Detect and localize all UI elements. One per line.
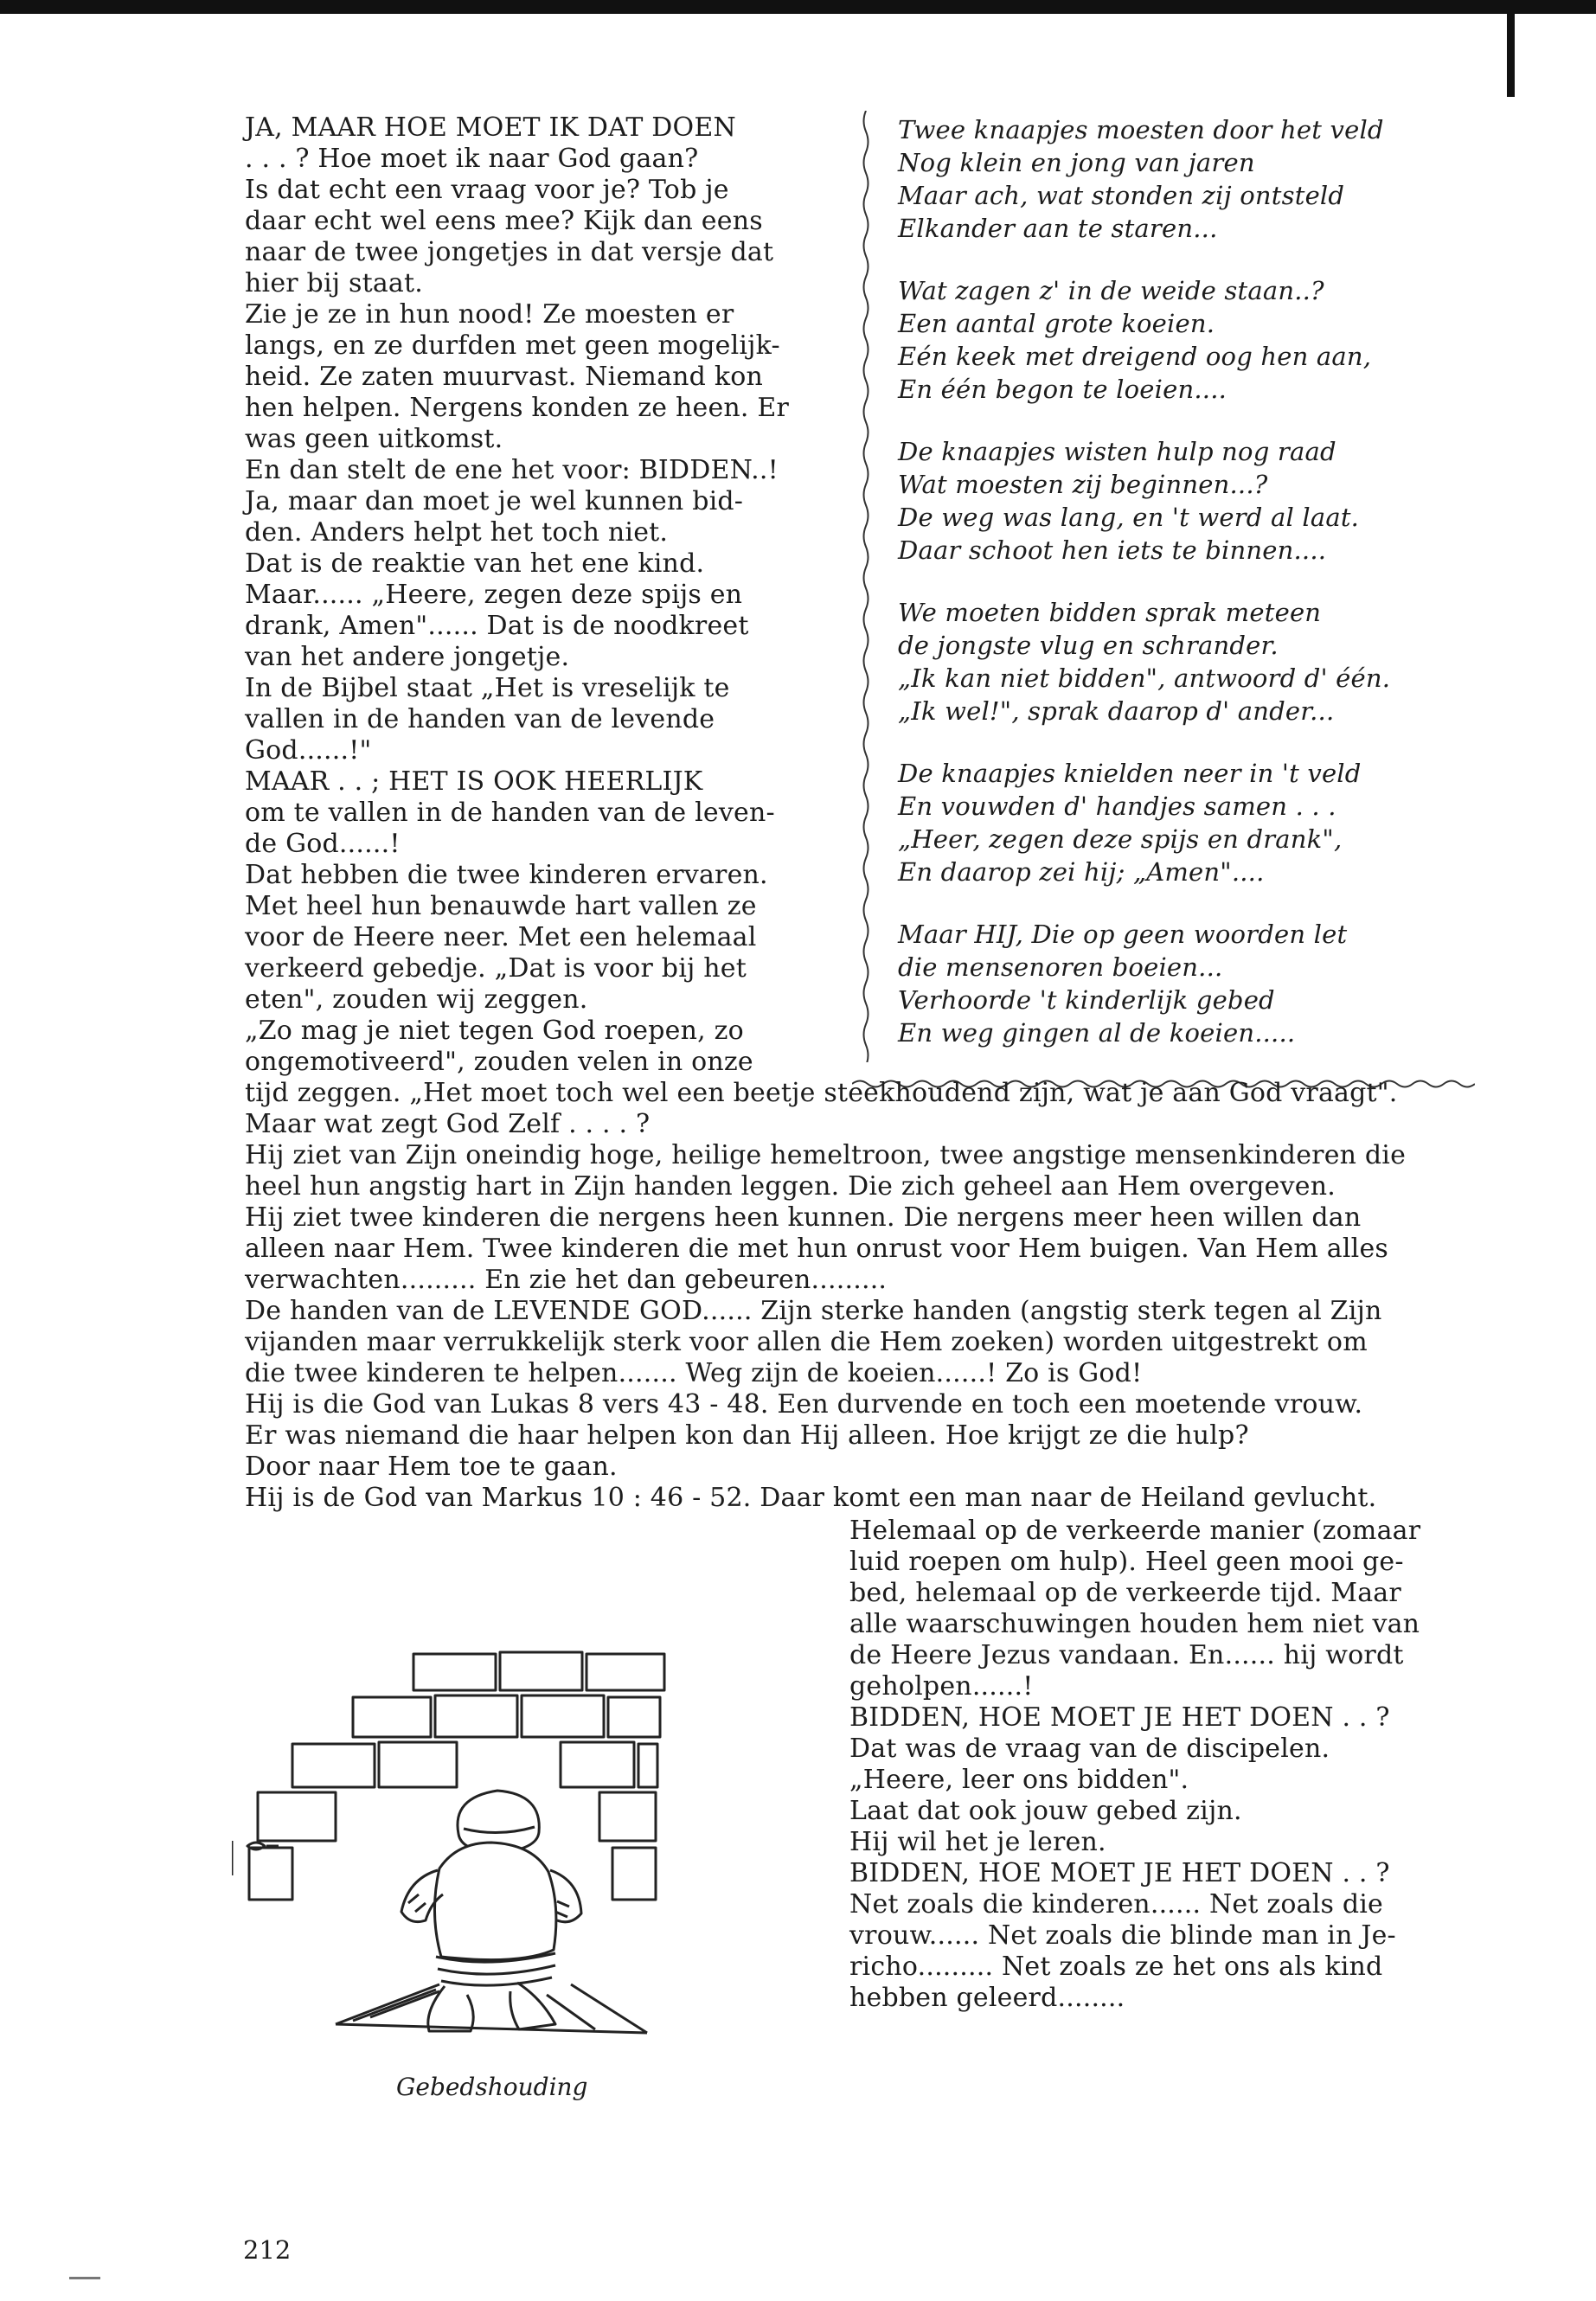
poem-line: En vouwden d' handjes samen . . . [898, 792, 1336, 821]
text-line: ongemotiveerd", zouden velen in onze [245, 1047, 753, 1077]
poem-line: die mensenoren boeien... [898, 952, 1223, 982]
text-line: BIDDEN, HOE MOET JE HET DOEN . . ? [849, 1858, 1390, 1888]
right-edge-mark [1507, 0, 1515, 97]
poem-line: En één begon te loeien.... [898, 375, 1227, 404]
text-line: BIDDEN, HOE MOET JE HET DOEN . . ? [849, 1702, 1390, 1733]
text-line: eten", zouden wij zeggen. [245, 984, 588, 1015]
text-line: hen helpen. Nergens konden ze heen. Er [245, 393, 790, 423]
text-line: En dan stelt de ene het voor: BIDDEN..! [245, 455, 779, 485]
text-line: Dat was de vraag van de discipelen. [849, 1734, 1330, 1764]
text-line: voor de Heere neer. Met een helemaal [245, 922, 757, 952]
poem-line: Maar ach, wat stonden zij ontsteld [898, 181, 1345, 210]
text-line: tijd zeggen. „Het moet toch wel een beetje steekhoudend zijn, wat je aan God vraagt". [245, 1078, 1398, 1108]
text-line: Maar wat zegt God Zelf . . . . ? [245, 1109, 651, 1139]
text-line: heid. Ze zaten muurvast. Niemand kon [245, 362, 763, 392]
text-line: Hij is die God van Lukas 8 vers 43 - 48. Een durvende en toch een moetende vrouw. [245, 1389, 1363, 1420]
text-line: naar de twee jongetjes in dat versje dat [245, 237, 774, 267]
poem-line: De weg was lang, en 't werd al laat. [898, 503, 1360, 532]
text-line: de Heere Jezus vandaan. En...... hij wordt [849, 1640, 1404, 1670]
text-line: „Zo mag je niet tegen God roepen, zo [245, 1016, 744, 1046]
text-line: heel hun angstig hart in Zijn handen leggen. Die zich geheel aan Hem overgeven. [245, 1171, 1336, 1202]
poem-line: Een aantal grote koeien. [898, 309, 1215, 338]
text-line: verwachten......... En zie het dan gebeuren......... [245, 1265, 888, 1295]
praying-child-illustration [232, 1644, 803, 2050]
poem-line: Wat zagen z' in de weide staan..? [898, 276, 1324, 305]
text-line: De handen van de LEVENDE GOD...... Zijn sterke handen (angstig sterk tegen al Zijn [245, 1296, 1382, 1326]
text-line: vrouw...... Net zoals die blinde man in Je- [849, 1920, 1396, 1951]
page-number: 212 [243, 2235, 292, 2265]
top-border [0, 0, 1596, 14]
text-line: geholpen......! [849, 1671, 1034, 1702]
text-line: In de Bijbel staat „Het is vreselijk te [245, 673, 730, 703]
footer-mark [69, 2277, 100, 2279]
text-line: Net zoals die kinderen...... Net zoals die [849, 1889, 1384, 1920]
text-line: Hij ziet van Zijn oneindig hoge, heilige hemeltroon, twee angstige mensenkinderen die [245, 1140, 1407, 1170]
text-line: Hij ziet twee kinderen die nergens heen kunnen. Die nergens meer heen willen dan [245, 1202, 1362, 1233]
text-line: Helemaal op de verkeerde manier (zomaar [849, 1516, 1421, 1546]
poem-line: „Heer, zegen deze spijs en drank", [898, 824, 1343, 854]
poem-border-left [858, 111, 874, 1062]
text-line: Laat dat ook jouw gebed zijn. [849, 1796, 1242, 1826]
text-line: Zie je ze in hun nood! Ze moesten er [245, 299, 734, 330]
text-line: was geen uitkomst. [245, 424, 503, 454]
text-line: Hij is de God van Markus 10 : 46 - 52. Daar komt een man naar de Heiland gevlucht. [245, 1483, 1377, 1513]
poem-line: Eén keek met dreigend oog hen aan, [898, 342, 1372, 371]
poem-line: Maar HIJ, Die op geen woorden let [898, 920, 1348, 949]
text-line: „Heere, leer ons bidden". [849, 1765, 1189, 1795]
text-line: Er was niemand die haar helpen kon dan Hij alleen. Hoe krijgt ze die hulp? [245, 1420, 1249, 1451]
poem-line: Verhoorde 't kinderlijk gebed [898, 985, 1275, 1015]
text-line: vallen in de handen van de levende [245, 704, 715, 734]
poem-line: We moeten bidden sprak meteen [898, 598, 1322, 627]
poem-line: Twee knaapjes moesten door het veld [898, 115, 1384, 144]
text-line: bed, helemaal op de verkeerde tijd. Maar [849, 1578, 1401, 1608]
illustration-caption: Gebedshouding [396, 2073, 588, 2101]
text-line: Door naar Hem toe te gaan. [245, 1452, 618, 1482]
text-line: God......!" [245, 735, 372, 766]
text-line: vijanden maar verrukkelijk sterk voor allen die Hem zoeken) worden uitgestrekt om [245, 1327, 1368, 1357]
text-line: langs, en ze durfden met geen mogelijk- [245, 330, 780, 361]
text-line: van het andere jongetje. [245, 642, 570, 672]
text-line: MAAR . . ; HET IS OOK HEERLIJK [245, 766, 703, 797]
poem-line: „Ik wel!", sprak daarop d' ander... [898, 696, 1335, 726]
text-line: hier bij staat. [245, 268, 423, 298]
text-line: om te vallen in de handen van de leven- [245, 798, 775, 828]
poem-line: Daar schoot hen iets te binnen.... [898, 535, 1327, 565]
text-line: Is dat echt een vraag voor je? Tob je [245, 175, 729, 205]
poem-line: „Ik kan niet bidden", antwoord d' één. [898, 663, 1391, 693]
text-line: Dat hebben die twee kinderen ervaren. [245, 860, 768, 890]
text-line: Met heel hun benauwde hart vallen ze [245, 891, 757, 921]
poem-line: En weg gingen al de koeien..... [898, 1018, 1296, 1048]
poem-line: Wat moesten zij beginnen...? [898, 470, 1268, 499]
text-line: den. Anders helpt het toch niet. [245, 517, 669, 548]
text-line: JA, MAAR HOE MOET IK DAT DOEN [245, 112, 736, 143]
text-line: de God......! [245, 829, 401, 859]
poem-line: De knaapjes knielden neer in 't veld [898, 759, 1362, 788]
poem-line: En daarop zei hij; „Amen".... [898, 857, 1265, 887]
text-line: alle waarschuwingen houden hem niet van [849, 1609, 1420, 1639]
poem-line: de jongste vlug en schrander. [898, 631, 1279, 660]
poem-line: Elkander aan te staren... [898, 214, 1218, 243]
poem-line: Nog klein en jong van jaren [898, 148, 1255, 177]
text-line: Maar...... „Heere, zegen deze spijs en [245, 580, 743, 610]
text-line: Hij wil het je leren. [849, 1827, 1106, 1857]
text-line: drank, Amen"...... Dat is de noodkreet [245, 611, 749, 641]
text-line: . . . ? Hoe moet ik naar God gaan? [245, 144, 699, 174]
text-line: hebben geleerd........ [849, 1983, 1125, 2013]
text-line: Dat is de reaktie van het ene kind. [245, 548, 705, 579]
text-line: die twee kinderen te helpen....... Weg zijn de koeien......! Zo is God! [245, 1358, 1143, 1388]
text-line: luid roepen om hulp). Heel geen mooi ge- [849, 1547, 1404, 1577]
text-line: richo......... Net zoals ze het ons als kind [849, 1952, 1383, 1982]
text-line: Ja, maar dan moet je wel kunnen bid- [245, 486, 744, 516]
text-line: daar echt wel eens mee? Kijk dan eens [245, 206, 763, 236]
poem-line: De knaapjes wisten hulp nog raad [898, 437, 1336, 466]
text-line: verkeerd gebedje. „Dat is voor bij het [245, 953, 747, 984]
text-line: alleen naar Hem. Twee kinderen die met hun onrust voor Hem buigen. Van Hem alles [245, 1234, 1389, 1264]
